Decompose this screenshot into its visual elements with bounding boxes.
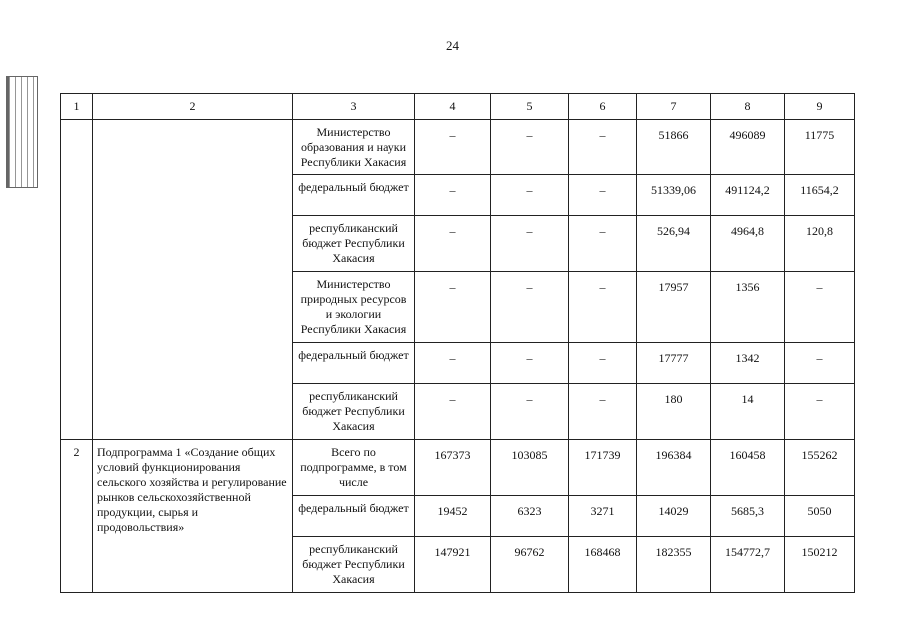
value-cell: 14 <box>711 384 785 440</box>
value-cell: 5050 <box>785 496 855 537</box>
value-cell: – <box>491 120 569 175</box>
header-cell: 8 <box>711 94 785 120</box>
value-cell: 526,94 <box>637 216 711 272</box>
value-cell: 147921 <box>415 537 491 593</box>
value-cell: 160458 <box>711 440 785 496</box>
value-cell: 14029 <box>637 496 711 537</box>
value-cell: 180 <box>637 384 711 440</box>
budget-table <box>60 93 855 593</box>
value-cell: 51866 <box>637 120 711 175</box>
value-cell: 96762 <box>491 537 569 593</box>
value-cell: – <box>491 216 569 272</box>
value-cell: 17957 <box>637 272 711 343</box>
source-cell: федеральный бюджет <box>293 175 415 216</box>
value-cell: – <box>569 120 637 175</box>
value-cell: – <box>415 384 491 440</box>
continued-index-cell <box>61 120 93 440</box>
value-cell: – <box>491 343 569 384</box>
header-cell: 3 <box>293 94 415 120</box>
table-row <box>61 440 855 496</box>
side-stamp <box>6 76 38 188</box>
source-cell: федеральный бюджет <box>293 343 415 384</box>
source-cell: федеральный бюджет <box>293 496 415 537</box>
header-cell: 1 <box>61 94 93 120</box>
value-cell: – <box>785 384 855 440</box>
header-cell: 7 <box>637 94 711 120</box>
header-cell: 2 <box>93 94 293 120</box>
subprogram-name-cell: Подпрограмма 1 «Создание общих условий функционирования сельского хозяйства и регулирование рынков сельскохозяйственной продукции, сырья и продовольствия» <box>93 440 293 593</box>
value-cell: 150212 <box>785 537 855 593</box>
value-cell: 491124,2 <box>711 175 785 216</box>
value-cell: – <box>415 343 491 384</box>
value-cell: 11654,2 <box>785 175 855 216</box>
page-number: 24 <box>446 38 459 53</box>
value-cell: 154772,7 <box>711 537 785 593</box>
value-cell: 171739 <box>569 440 637 496</box>
value-cell: 496089 <box>711 120 785 175</box>
value-cell: – <box>569 175 637 216</box>
value-cell: – <box>491 272 569 343</box>
header-cell: 9 <box>785 94 855 120</box>
value-cell: – <box>569 216 637 272</box>
subprogram-index-cell: 2 <box>61 440 93 593</box>
value-cell: – <box>569 343 637 384</box>
value-cell: 167373 <box>415 440 491 496</box>
source-cell: республиканский бюджет Республики Хакасия <box>293 537 415 593</box>
value-cell: 5685,3 <box>711 496 785 537</box>
source-cell: Министерство природных ресурсов и экологии Республики Хакасия <box>293 272 415 343</box>
value-cell: – <box>569 272 637 343</box>
value-cell: – <box>785 272 855 343</box>
continued-name-cell <box>93 120 293 440</box>
value-cell: – <box>415 120 491 175</box>
value-cell: – <box>569 384 637 440</box>
value-cell: 51339,06 <box>637 175 711 216</box>
value-cell: 6323 <box>491 496 569 537</box>
value-cell: 103085 <box>491 440 569 496</box>
source-cell: республиканский бюджет Республики Хакасия <box>293 216 415 272</box>
value-cell: – <box>785 343 855 384</box>
value-cell: – <box>491 384 569 440</box>
value-cell: 19452 <box>415 496 491 537</box>
value-cell: 17777 <box>637 343 711 384</box>
source-cell: Всего по подпрограмме, в том числе <box>293 440 415 496</box>
table-header-row <box>61 94 855 120</box>
value-cell: – <box>491 175 569 216</box>
source-cell: Министерство образования и науки Республики Хакасия <box>293 120 415 175</box>
source-cell: республиканский бюджет Республики Хакасия <box>293 384 415 440</box>
value-cell: 155262 <box>785 440 855 496</box>
value-cell: – <box>415 272 491 343</box>
value-cell: 120,8 <box>785 216 855 272</box>
header-cell: 4 <box>415 94 491 120</box>
value-cell: 11775 <box>785 120 855 175</box>
value-cell: – <box>415 216 491 272</box>
header-cell: 6 <box>569 94 637 120</box>
value-cell: 196384 <box>637 440 711 496</box>
value-cell: 1342 <box>711 343 785 384</box>
value-cell: 182355 <box>637 537 711 593</box>
value-cell: 1356 <box>711 272 785 343</box>
header-cell: 5 <box>491 94 569 120</box>
value-cell: 168468 <box>569 537 637 593</box>
value-cell: 4964,8 <box>711 216 785 272</box>
table-row <box>61 120 855 175</box>
value-cell: 3271 <box>569 496 637 537</box>
value-cell: – <box>415 175 491 216</box>
